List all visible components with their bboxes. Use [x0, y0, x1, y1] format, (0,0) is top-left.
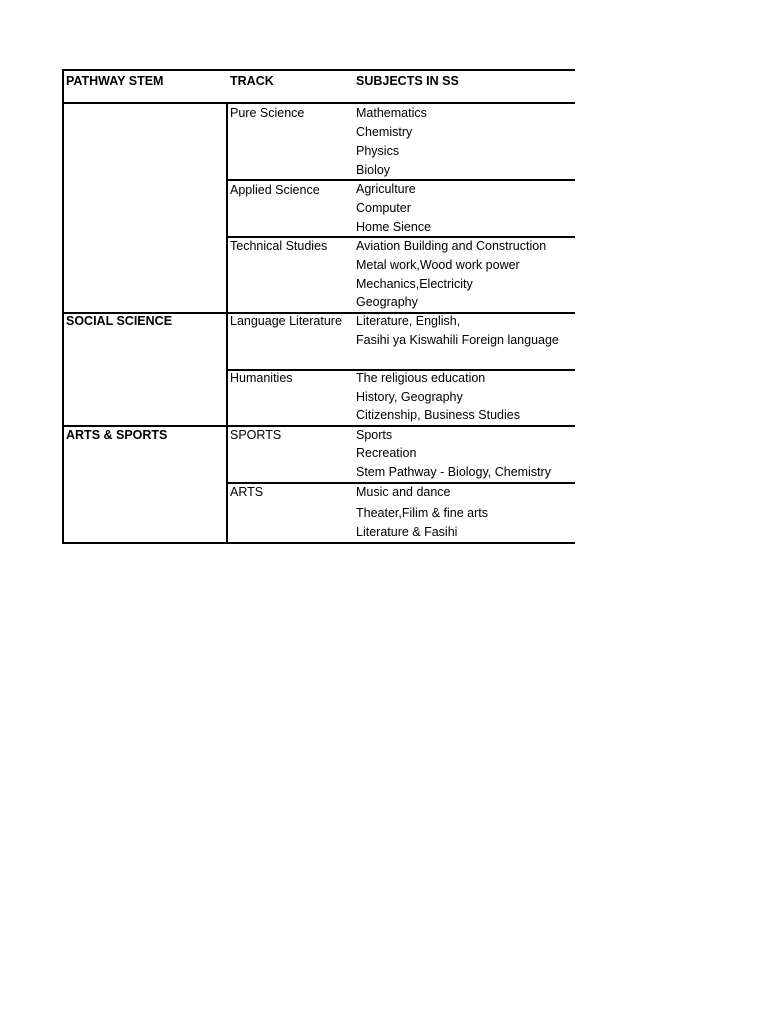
subject-item: The religious education — [356, 371, 486, 385]
subject-item: Stem Pathway - Biology, Chemistry — [356, 465, 551, 479]
subject-item: Music and dance — [356, 485, 451, 499]
subject-item: Physics — [356, 144, 400, 158]
column-divider-track — [226, 102, 228, 544]
pathway-social-science: SOCIAL SCIENCE — [66, 314, 173, 328]
subject-item: Home Sience — [356, 220, 432, 234]
pathway-arts-sports: ARTS & SPORTS — [66, 428, 168, 442]
track-language-literature: Language Literature — [230, 314, 342, 328]
top-border — [62, 69, 575, 71]
subject-item: Fasihi ya Kiswahili Foreign language — [356, 333, 559, 347]
header-subjects: SUBJECTS IN SS — [356, 74, 459, 88]
subjects-table — [62, 69, 575, 544]
subject-item: Mechanics,Electricity — [356, 277, 473, 291]
subject-item: Bioloy — [356, 163, 391, 177]
subject-item: Agriculture — [356, 182, 416, 196]
subject-item: Chemistry — [356, 125, 413, 139]
header-pathway: PATHWAY STEM — [66, 74, 164, 88]
subject-item: Recreation — [356, 446, 417, 460]
header-bottom-border — [62, 102, 575, 104]
bottom-border — [62, 542, 575, 544]
track-applied-science: Applied Science — [230, 183, 320, 197]
subject-item: Citizenship, Business Studies — [356, 408, 520, 422]
track-sports: SPORTS — [230, 428, 282, 442]
header-track: TRACK — [230, 74, 274, 88]
subject-item: Theater,Filim & fine arts — [356, 506, 488, 520]
subject-item: Sports — [356, 428, 393, 442]
subject-item: Literature, English, — [356, 314, 461, 328]
left-border — [62, 69, 64, 544]
track-pure-science: Pure Science — [230, 106, 305, 120]
subject-item: Literature & Fasihi — [356, 525, 458, 539]
subject-item: Mathematics — [356, 106, 427, 120]
subject-item: History, Geography — [356, 390, 463, 404]
subject-item: Metal work,Wood work power — [356, 258, 520, 272]
subject-item: Computer — [356, 201, 411, 215]
track-humanities: Humanities — [230, 371, 293, 385]
subject-item: Aviation Building and Construction — [356, 239, 547, 253]
track-technical-studies: Technical Studies — [230, 239, 328, 253]
track-arts: ARTS — [230, 485, 264, 499]
subject-item: Geography — [356, 295, 418, 309]
